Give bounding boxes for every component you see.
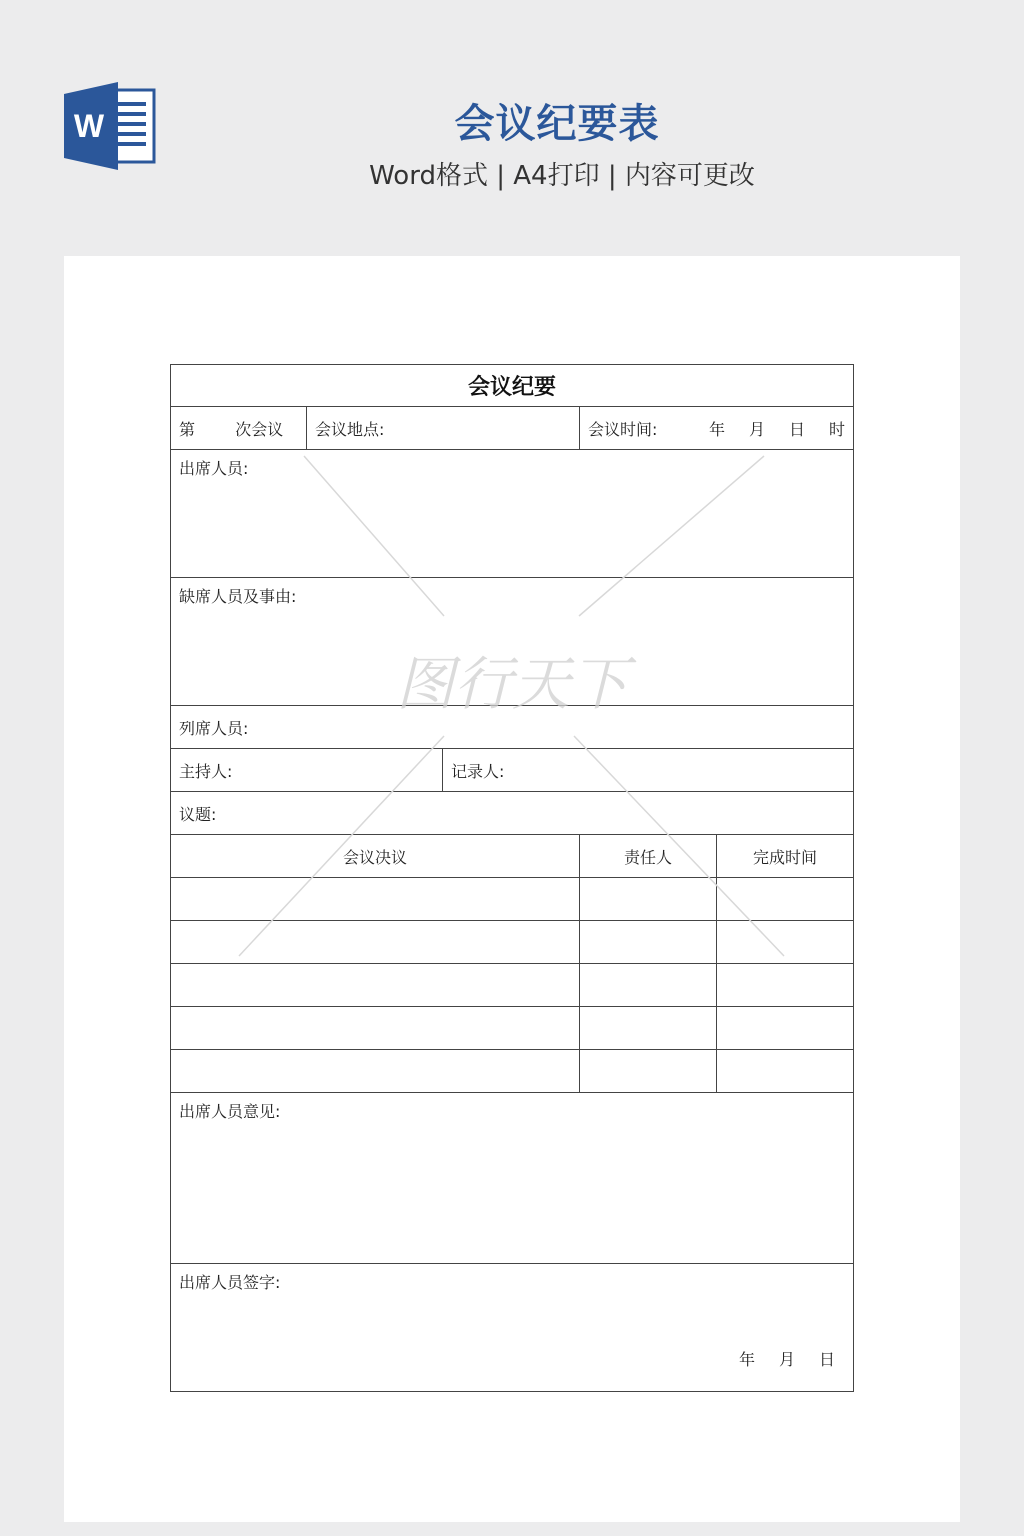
page-subtitle: Word格式 | A4打印 | 内容可更改 (369, 161, 755, 191)
attendees-label: 出席人员: (179, 459, 249, 478)
resolution-cell[interactable] (171, 1050, 580, 1093)
deadline-cell[interactable] (717, 964, 854, 1007)
time-field[interactable] (580, 407, 854, 450)
responsible-cell[interactable] (580, 964, 717, 1007)
opinions-field[interactable] (171, 1093, 854, 1264)
signature-label: 出席人员签字: (179, 1273, 281, 1292)
column-header-responsible: 责任人 (580, 835, 717, 878)
table-row (171, 964, 854, 1007)
date-day: 日 (819, 1350, 836, 1369)
responsible-cell[interactable] (580, 878, 717, 921)
absentees-label: 缺席人员及事由: (179, 587, 297, 606)
resolution-cell[interactable] (171, 921, 580, 964)
host-label: 主持人: (179, 761, 233, 781)
form-title: 会议纪要 (171, 365, 854, 407)
time-label: 会议时间: (588, 419, 658, 439)
time-month: 月 (748, 419, 765, 439)
table-row (171, 878, 854, 921)
time-year: 年 (708, 419, 725, 439)
session-suffix: 次会议 (235, 419, 284, 439)
deadline-cell[interactable] (717, 1007, 854, 1050)
responsible-cell[interactable] (580, 1050, 717, 1093)
location-label: 会议地点: (315, 419, 385, 439)
session-number-field[interactable] (171, 407, 307, 450)
watermark-text: 图行天下 (395, 650, 629, 718)
recorder-label: 记录人: (451, 761, 505, 781)
observers-field[interactable] (171, 706, 854, 749)
time-hour: 时 (829, 419, 846, 439)
signature-field[interactable] (171, 1264, 854, 1392)
resolution-cell[interactable] (171, 1007, 580, 1050)
table-row (171, 1050, 854, 1093)
absentees-field[interactable] (171, 578, 854, 706)
word-logo-letter: W (73, 108, 105, 144)
location-field[interactable] (307, 407, 580, 450)
topic-label: 议题: (179, 804, 217, 824)
time-day: 日 (788, 419, 805, 439)
table-row (171, 1007, 854, 1050)
document-page (64, 256, 960, 1522)
responsible-cell[interactable] (580, 921, 717, 964)
table-row (171, 921, 854, 964)
meeting-minutes-form (170, 364, 854, 1392)
page-title: 会议纪要表 (454, 101, 660, 147)
host-field[interactable] (171, 749, 443, 792)
deadline-cell[interactable] (717, 921, 854, 964)
column-header-deadline: 完成时间 (717, 835, 854, 878)
responsible-cell[interactable] (580, 1007, 717, 1050)
opinions-label: 出席人员意见: (179, 1102, 281, 1121)
resolution-cell[interactable] (171, 878, 580, 921)
observers-label: 列席人员: (179, 718, 249, 738)
session-prefix: 第 (179, 419, 196, 439)
attendees-field[interactable] (171, 450, 854, 578)
recorder-field[interactable] (443, 749, 854, 792)
resolution-cell[interactable] (171, 964, 580, 1007)
date-month: 月 (778, 1350, 795, 1369)
deadline-cell[interactable] (717, 878, 854, 921)
column-header-resolution: 会议决议 (171, 835, 580, 878)
topic-field[interactable] (171, 792, 854, 835)
signature-date (715, 1347, 835, 1370)
deadline-cell[interactable] (717, 1050, 854, 1093)
date-year: 年 (738, 1350, 755, 1369)
